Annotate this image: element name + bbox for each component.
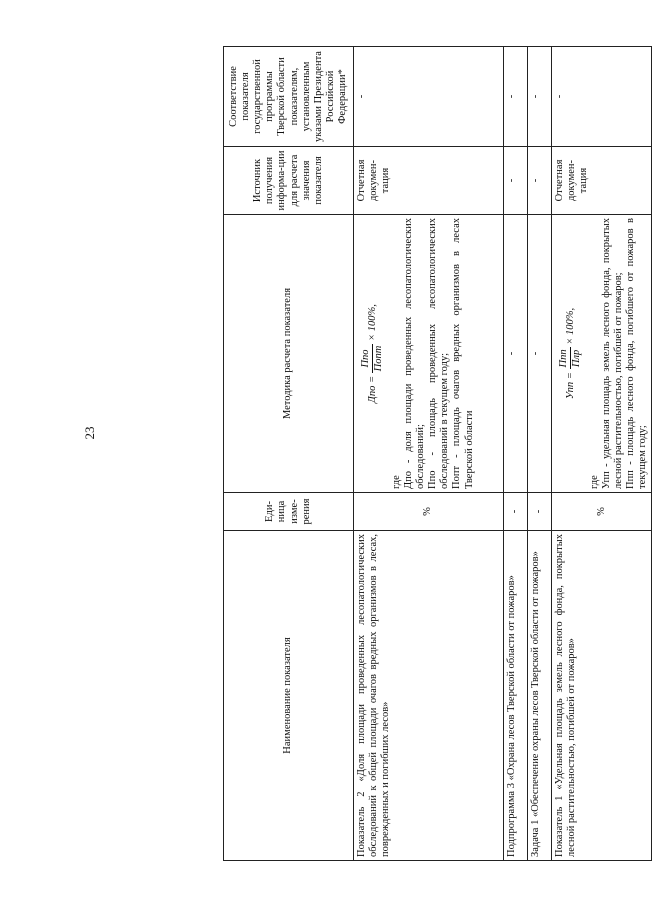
row-name: Показатель 1 «Удельная площадь земель лесного фонда, покрытых лесной растительностью, погибшей от пожаров» bbox=[552, 531, 652, 861]
row-compliance: - bbox=[504, 47, 528, 147]
row-name: Задача 1 «Обеспечение охраны лесов Тверской области от пожаров» bbox=[528, 531, 552, 861]
table-row bbox=[552, 47, 652, 861]
header-source: Источник получения информа-ции для расчета значения показателя bbox=[224, 147, 354, 215]
table-row bbox=[528, 47, 552, 861]
row-source: - bbox=[504, 147, 528, 215]
page-number: 23 bbox=[82, 426, 97, 440]
method-text: где Упп - удельная площадь земель лесного фонда, покрытых лесной растительностью, погибшей от пожаров; Ппп - площадь лесного фонда, погибшего от пожаров в текущем году; bbox=[589, 218, 649, 489]
table-row bbox=[504, 47, 528, 861]
row-source: Отчетная докумен-тация bbox=[354, 147, 504, 215]
row-unit: - bbox=[528, 493, 552, 531]
table-row bbox=[354, 47, 504, 861]
row-unit: % bbox=[354, 493, 504, 531]
header-unit: Еди-ница изме-рения bbox=[224, 493, 354, 531]
row-method bbox=[354, 215, 504, 493]
row-compliance: - bbox=[528, 47, 552, 147]
formula: Упп = Ппп Плр × 100%, bbox=[558, 307, 583, 400]
header-name: Наименование показателя bbox=[224, 531, 354, 861]
header-method: Методика расчета показателя bbox=[224, 215, 354, 493]
header-compliance: Соответствие показателя государственной программы Тверской области показателям, установленным указами Президента Российской Федерации* bbox=[224, 47, 354, 147]
row-method bbox=[552, 215, 652, 493]
row-unit: - bbox=[504, 493, 528, 531]
row-compliance: - bbox=[354, 47, 504, 147]
row-source: Отчетная докумен-тация bbox=[552, 147, 652, 215]
formula: Дпо = Ппо Попт × 100%, bbox=[360, 304, 385, 403]
indicators-table bbox=[223, 46, 652, 861]
method-text: где Дпо - доля площади проведенных лесопатологических обследований; Ппо - площадь проведенных лесопатологических обследований в текущем году; Попт - площадь очагов вредных организмов в лесах Тверской области bbox=[391, 218, 475, 489]
row-source: - bbox=[528, 147, 552, 215]
row-unit: % bbox=[552, 493, 652, 531]
row-name: Подпрограмма 3 «Охрана лесов Тверской области от пожаров» bbox=[504, 531, 528, 861]
row-compliance: - bbox=[552, 47, 652, 147]
rotated-table-container bbox=[223, 47, 652, 861]
row-method: - bbox=[528, 215, 552, 493]
row-method: - bbox=[504, 215, 528, 493]
row-name: Показатель 2 «Доля площади проведенных лесопатологических обследований к общей площади очагов вредных организмов в лесах, поврежденных и погибших лесов» bbox=[354, 531, 504, 861]
